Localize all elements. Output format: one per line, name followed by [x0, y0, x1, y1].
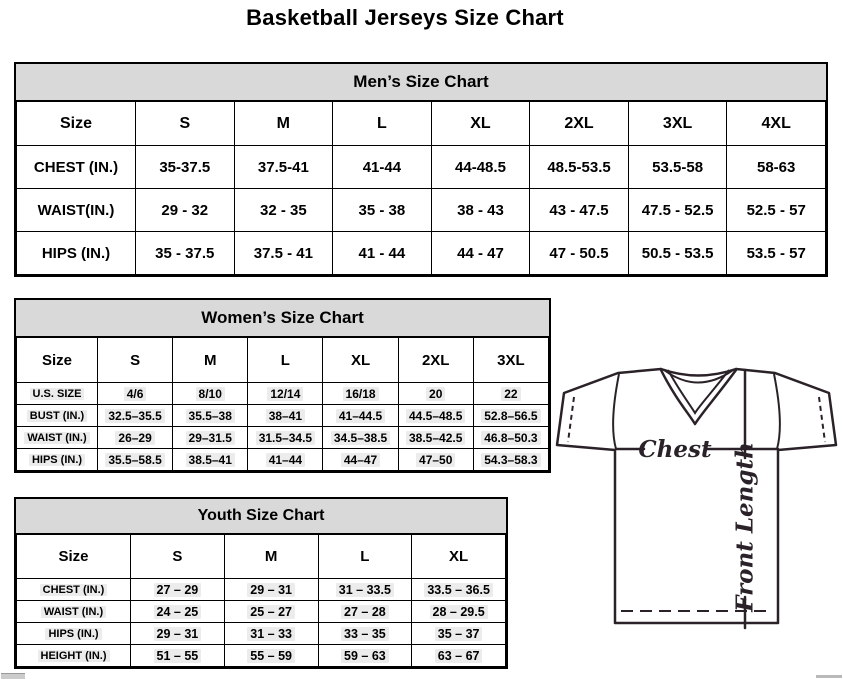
jersey-outline: [557, 369, 836, 623]
cell-text: 47–50: [416, 453, 455, 467]
size-header-cell: 2XL: [530, 102, 629, 146]
row-label: [17, 623, 131, 645]
measurement-cell: [224, 579, 318, 601]
measurement-cell: [248, 405, 323, 427]
mens-table-body: [17, 146, 826, 275]
measurement-cell: 41-44: [333, 146, 432, 189]
measurement-cell: [318, 579, 412, 601]
size-header-cell: S: [98, 338, 173, 383]
size-column-label: Size: [17, 102, 136, 146]
cell-text: 54.3–58.3: [481, 453, 540, 467]
cell-text: 29 – 31: [247, 583, 295, 597]
mens-size-table: [16, 101, 826, 275]
cell-text: 35.5–58.5: [105, 453, 164, 467]
measurement-cell: [224, 601, 318, 623]
youth-table-body: [17, 579, 506, 667]
size-header-cell: M: [224, 535, 318, 579]
cell-text: 27 – 28: [341, 605, 389, 619]
measurement-row: [17, 405, 549, 427]
measurement-cell: [412, 601, 506, 623]
measurement-row: [17, 449, 549, 471]
cell-text: 31 – 33.5: [336, 583, 394, 597]
measurement-cell: [173, 383, 248, 405]
measurement-row: [17, 383, 549, 405]
size-header-cell: L: [318, 535, 412, 579]
cell-text: 38.5–42.5: [406, 431, 465, 445]
cell-text: WAIST (IN.): [24, 432, 89, 444]
measurement-cell: 53.5-58: [628, 146, 727, 189]
right-armhole-seam: [774, 374, 780, 449]
jersey-measurement-diagram: [545, 356, 843, 652]
cell-text: HIPS (IN.): [29, 454, 85, 466]
cell-text: 33 – 35: [341, 627, 389, 641]
measurement-cell: [323, 405, 398, 427]
row-label: [17, 601, 131, 623]
measurement-row: [17, 579, 506, 601]
row-label: [17, 427, 98, 449]
measurement-cell: 38 - 43: [431, 189, 530, 232]
measurement-cell: [248, 427, 323, 449]
measurement-cell: [473, 405, 548, 427]
measurement-cell: [398, 383, 473, 405]
measurement-cell: [131, 645, 225, 667]
measurement-cell: 35 - 38: [333, 189, 432, 232]
left-cuff-seam: [568, 397, 574, 442]
measurement-cell: [323, 449, 398, 471]
cell-text: 16/18: [343, 387, 379, 401]
youth-header-row: [17, 535, 506, 579]
cell-text: 20: [426, 387, 445, 401]
cell-text: 31.5–34.5: [256, 431, 315, 445]
measurement-cell: 37.5-41: [234, 146, 333, 189]
measurement-cell: [248, 383, 323, 405]
cell-text: 24 – 25: [154, 605, 202, 619]
size-header-cell: XL: [323, 338, 398, 383]
cell-text: 46.8–50.3: [481, 431, 540, 445]
measurement-cell: 50.5 - 53.5: [628, 232, 727, 275]
cell-text: 35 – 37: [435, 627, 483, 641]
womens-size-chart: [14, 298, 551, 473]
measurement-cell: [412, 579, 506, 601]
womens-size-chart-title: Women’s Size Chart: [16, 300, 549, 337]
bottom-left-ui-fragment: [1, 673, 25, 679]
mens-header-row: [17, 102, 826, 146]
measurement-cell: [224, 645, 318, 667]
measurement-row: [17, 232, 826, 275]
measurement-cell: 32 - 35: [234, 189, 333, 232]
measurement-cell: [473, 449, 548, 471]
cell-text: 32.5–35.5: [105, 409, 164, 423]
measurement-cell: 37.5 - 41: [234, 232, 333, 275]
cell-text: 44.5–48.5: [406, 409, 465, 423]
measurement-cell: 35-37.5: [136, 146, 235, 189]
mens-size-chart: [14, 62, 828, 277]
youth-size-chart: [14, 497, 508, 669]
measurement-cell: [224, 623, 318, 645]
womens-header-row: [17, 338, 549, 383]
cell-text: 26–29: [115, 431, 154, 445]
bottom-right-ui-fragment: [816, 675, 842, 678]
cell-text: HEIGHT (IN.): [38, 650, 110, 662]
row-label: [17, 645, 131, 667]
measurement-row: [17, 189, 826, 232]
mens-size-chart-title: Men’s Size Chart: [16, 64, 826, 101]
right-cuff-seam: [819, 397, 825, 442]
cell-text: 34.5–38.5: [331, 431, 390, 445]
chest-label: Chest: [638, 436, 712, 463]
measurement-row: [17, 146, 826, 189]
cell-text: 59 – 63: [341, 649, 389, 663]
cell-text: 4/6: [124, 387, 147, 401]
measurement-cell: 52.5 - 57: [727, 189, 826, 232]
measurement-cell: [398, 405, 473, 427]
row-label: [17, 579, 131, 601]
measurement-cell: [398, 449, 473, 471]
cell-text: 55 – 59: [247, 649, 295, 663]
measurement-row: [17, 427, 549, 449]
cell-text: 41–44.5: [336, 409, 385, 423]
measurement-cell: [412, 645, 506, 667]
size-header-cell: 3XL: [473, 338, 548, 383]
row-label: WAIST(IN.): [17, 189, 136, 232]
youth-size-table: [16, 534, 506, 667]
measurement-cell: [318, 601, 412, 623]
size-header-cell: M: [173, 338, 248, 383]
measurement-cell: [98, 405, 173, 427]
cell-text: CHEST (IN.): [40, 584, 108, 596]
cell-text: 25 – 27: [247, 605, 295, 619]
measurement-row: [17, 645, 506, 667]
cell-text: 51 – 55: [154, 649, 202, 663]
size-header-cell: M: [234, 102, 333, 146]
measurement-cell: [398, 427, 473, 449]
measurement-cell: [173, 405, 248, 427]
measurement-cell: [173, 449, 248, 471]
measurement-cell: [323, 383, 398, 405]
measurement-cell: 35 - 37.5: [136, 232, 235, 275]
row-label: CHEST (IN.): [17, 146, 136, 189]
front-length-label: Front Length: [731, 442, 759, 612]
measurement-cell: [98, 383, 173, 405]
measurement-cell: [473, 383, 548, 405]
size-header-cell: 3XL: [628, 102, 727, 146]
measurement-cell: [318, 623, 412, 645]
cell-text: 22: [501, 387, 520, 401]
measurement-cell: 29 - 32: [136, 189, 235, 232]
cell-text: 28 – 29.5: [430, 605, 488, 619]
measurement-cell: [173, 427, 248, 449]
measurement-cell: [323, 427, 398, 449]
size-header-cell: L: [333, 102, 432, 146]
page-title: Basketball Jerseys Size Chart: [246, 5, 564, 30]
cell-text: 44–47: [341, 453, 380, 467]
cell-text: 52.8–56.5: [481, 409, 540, 423]
measurement-cell: 41 - 44: [333, 232, 432, 275]
cell-text: 63 – 67: [435, 649, 483, 663]
cell-text: U.S. SIZE: [30, 388, 85, 400]
row-label: [17, 383, 98, 405]
cell-text: 41–44: [266, 453, 305, 467]
size-header-cell: XL: [431, 102, 530, 146]
cell-text: HIPS (IN.): [45, 628, 101, 640]
cell-text: 8/10: [196, 387, 225, 401]
size-header-cell: XL: [412, 535, 506, 579]
cell-text: 35.5–38: [186, 409, 235, 423]
measurement-cell: 48.5-53.5: [530, 146, 629, 189]
row-label: HIPS (IN.): [17, 232, 136, 275]
womens-size-table: [16, 337, 549, 471]
cell-text: 12/14: [267, 387, 303, 401]
cell-text: 38–41: [266, 409, 305, 423]
measurement-row: [17, 623, 506, 645]
measurement-row: [17, 601, 506, 623]
size-header-cell: 4XL: [727, 102, 826, 146]
cell-text: BUST (IN.): [27, 410, 87, 422]
size-header-cell: S: [136, 102, 235, 146]
measurement-cell: [412, 623, 506, 645]
measurement-cell: 44-48.5: [431, 146, 530, 189]
row-label: [17, 449, 98, 471]
measurement-cell: 47 - 50.5: [530, 232, 629, 275]
cell-text: 29–31.5: [186, 431, 235, 445]
measurement-cell: 47.5 - 52.5: [628, 189, 727, 232]
size-header-cell: L: [248, 338, 323, 383]
measurement-cell: [248, 449, 323, 471]
measurement-cell: [131, 601, 225, 623]
cell-text: 29 – 31: [154, 627, 202, 641]
measurement-cell: [98, 449, 173, 471]
cell-text: WAIST (IN.): [41, 606, 106, 618]
cell-text: 27 – 29: [154, 583, 202, 597]
measurement-cell: [131, 579, 225, 601]
measurement-cell: [473, 427, 548, 449]
cell-text: 31 – 33: [247, 627, 295, 641]
measurement-cell: 43 - 47.5: [530, 189, 629, 232]
size-header-cell: S: [131, 535, 225, 579]
measurement-cell: [131, 623, 225, 645]
measurement-cell: [98, 427, 173, 449]
size-column-label: Size: [17, 338, 98, 383]
measurement-cell: 58-63: [727, 146, 826, 189]
size-column-label: Size: [17, 535, 131, 579]
measurement-cell: 53.5 - 57: [727, 232, 826, 275]
youth-size-chart-title: Youth Size Chart: [16, 499, 506, 534]
row-label: [17, 405, 98, 427]
cell-text: 33.5 – 36.5: [424, 583, 493, 597]
cell-text: 38.5–41: [186, 453, 235, 467]
measurement-cell: [318, 645, 412, 667]
womens-table-body: [17, 383, 549, 471]
left-armhole-seam: [613, 374, 619, 449]
size-header-cell: 2XL: [398, 338, 473, 383]
measurement-cell: 44 - 47: [431, 232, 530, 275]
